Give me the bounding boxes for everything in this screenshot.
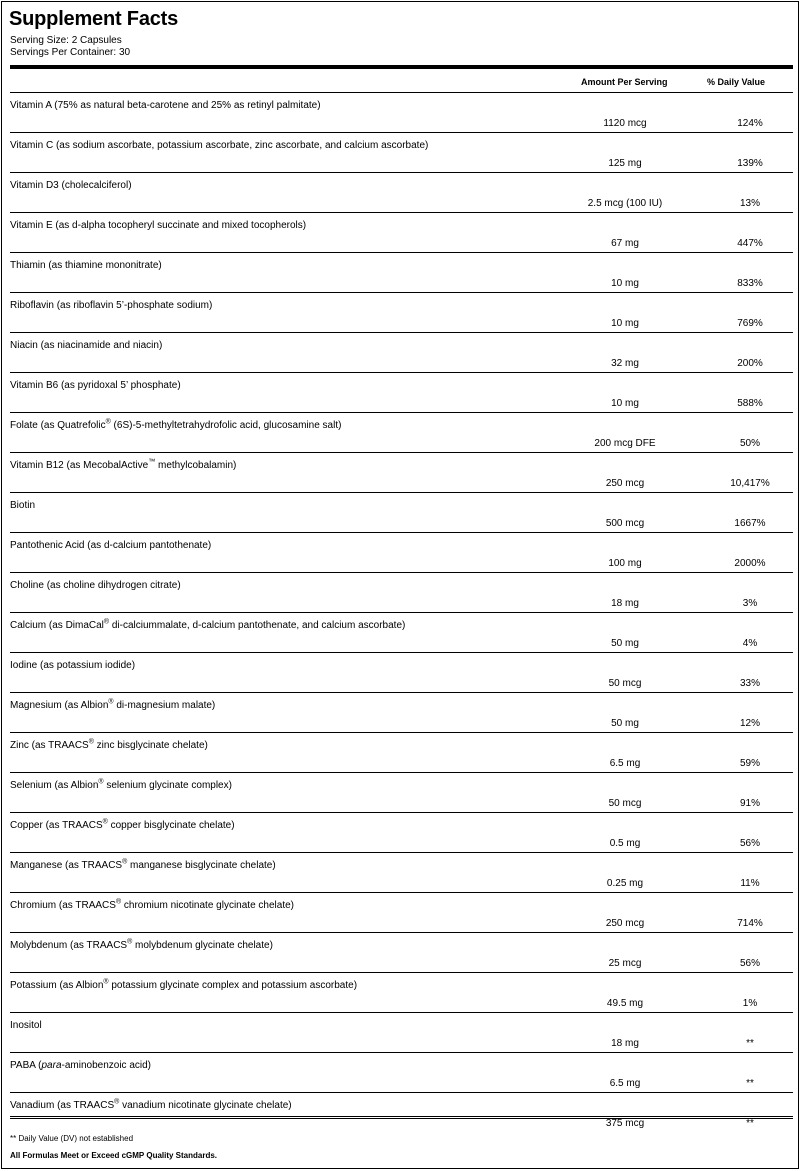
nutrient-name [10, 700, 215, 712]
nutrient-name-part: Chromium (as TRAACS [10, 900, 116, 911]
dv-header: % Daily Value [707, 77, 766, 87]
trademark-mark: ® [88, 738, 94, 746]
nutrient-name [10, 940, 273, 952]
amount-per-serving: 25 mcg [608, 958, 642, 969]
table-row [10, 732, 793, 772]
table-row [10, 532, 793, 572]
nutrient-name [10, 1100, 292, 1112]
table-row [10, 492, 793, 532]
nutrient-name [10, 1060, 151, 1072]
table-row [10, 972, 793, 1012]
table-row [10, 572, 793, 612]
table-row [10, 92, 793, 132]
daily-value: 2000% [734, 558, 766, 569]
nutrient-name [10, 980, 357, 992]
nutrient-name-part: molybdenum glycinate chelate) [132, 940, 273, 951]
nutrient-name [10, 460, 236, 472]
nutrient-name-part: di-magnesium malate) [113, 700, 216, 711]
amount-per-serving: 50 mg [611, 718, 639, 729]
trademark-mark: ® [103, 978, 109, 986]
amount-per-serving: 250 mcg [605, 918, 645, 929]
daily-value: 769% [737, 318, 763, 329]
daily-value: ** [746, 1038, 754, 1049]
quality-standards: All Formulas Meet or Exceed cGMP Quality Standards. [10, 1151, 218, 1160]
daily-value: 714% [737, 918, 763, 929]
table-row [10, 332, 793, 372]
table-row [10, 132, 793, 172]
nutrient-name-part: Magnesium (as Albion [10, 700, 109, 711]
trademark-mark: ® [114, 1098, 120, 1106]
daily-value: 50% [739, 438, 760, 449]
nutrient-name [10, 900, 294, 912]
trademark-mark: ™ [148, 458, 156, 466]
nutrient-name-part: Zinc (as TRAACS [10, 740, 89, 751]
table-row [10, 932, 793, 972]
amount-per-serving: 125 mg [608, 158, 642, 169]
daily-value: 56% [739, 838, 760, 849]
table-row [10, 772, 793, 812]
amount-per-serving: 250 mcg [605, 478, 645, 489]
supplement-facts-panel [1, 1, 799, 1169]
nutrient-name-part: Manganese (as TRAACS [10, 860, 123, 871]
nutrient-name [10, 620, 405, 632]
nutrient-name: Pantothenic Acid (as d-calcium pantothenate) [10, 540, 212, 551]
nutrient-name-part: copper bisglycinate chelate) [107, 820, 235, 831]
daily-value: ** [746, 1118, 754, 1129]
nutrient-name: Thiamin (as thiamine mononitrate) [10, 260, 162, 271]
amount-per-serving: 6.5 mg [609, 758, 641, 769]
nutrient-name-part: chromium nicotinate glycinate chelate) [121, 900, 294, 911]
nutrient-name-part: Copper (as TRAACS [10, 820, 103, 831]
nutrient-name-part: methylcobalamin) [155, 460, 237, 471]
trademark-mark: ® [122, 858, 128, 866]
nutrient-name-part: Vanadium (as TRAACS [10, 1100, 115, 1111]
daily-value: 4% [742, 638, 758, 649]
thick-divider [10, 65, 793, 69]
nutrient-name-part: zinc bisglycinate chelate) [93, 740, 208, 751]
daily-value: 447% [737, 238, 763, 249]
nutrient-name: Vitamin B6 (as pyridoxal 5’ phosphate) [10, 380, 181, 391]
daily-value: ** [746, 1078, 754, 1089]
amount-per-serving: 49.5 mg [606, 998, 644, 1009]
table-row [10, 892, 793, 932]
nutrient-name-part: Folate (as Quatrefolic [10, 420, 106, 431]
amount-per-serving: 10 mg [611, 398, 639, 409]
trademark-mark: ® [103, 618, 110, 626]
trademark-mark: ® [105, 418, 111, 426]
table-row [10, 292, 793, 332]
amount-per-serving: 375 mcg [605, 1118, 645, 1129]
amount-per-serving: 50 mcg [608, 678, 642, 689]
nutrient-name: Vitamin D3 (cholecalciferol) [10, 180, 132, 191]
amount-per-serving: 18 mg [611, 1038, 639, 1049]
nutrient-name: Inositol [10, 1020, 42, 1031]
nutrient-name [10, 740, 208, 752]
nutrient-name-part: -aminobenzoic acid) [61, 1060, 152, 1071]
nutrient-name: Vitamin C (as sodium ascorbate, potassium ascorbate, zinc ascorbate, and calcium ascorbate) [10, 140, 429, 151]
trademark-mark: ® [115, 898, 122, 906]
table-row [10, 1012, 793, 1052]
table-row [10, 612, 793, 652]
footnote: ** Daily Value (DV) not established [10, 1134, 134, 1143]
nutrient-name: Iodine (as potassium iodide) [10, 660, 136, 671]
nutrient-name [10, 420, 341, 432]
amount-per-serving: 2.5 mcg (100 IU) [587, 198, 663, 209]
nutrient-name-part: Potassium (as Albion [10, 980, 104, 991]
table-row [10, 1092, 793, 1132]
nutrient-name: Vitamin E (as d-alpha tocopheryl succinate and mixed tocopherols) [10, 220, 307, 231]
daily-value: 1% [742, 998, 758, 1009]
daily-value: 59% [739, 758, 760, 769]
table-row [10, 252, 793, 292]
daily-value: 1667% [734, 518, 766, 529]
nutrient-name-part: di-calciummalate, d-calcium pantothenate, and calcium ascorbate) [109, 620, 406, 631]
amount-per-serving: 10 mg [611, 318, 639, 329]
amount-per-serving: 6.5 mg [609, 1078, 641, 1089]
nutrient-name: Biotin [10, 500, 36, 511]
daily-value: 3% [742, 598, 758, 609]
nutrient-name: Riboflavin (as riboflavin 5’-phosphate sodium) [10, 300, 213, 311]
daily-value: 588% [737, 398, 763, 409]
nutrient-name [10, 820, 235, 832]
table-row [10, 1052, 793, 1092]
daily-value: 10,417% [730, 478, 770, 489]
amount-per-serving: 1120 mcg [603, 118, 647, 129]
trademark-mark: ® [102, 818, 108, 826]
bottom-divider [10, 1116, 793, 1119]
nutrient-name [10, 780, 232, 792]
table-row [10, 812, 793, 852]
amount-per-serving: 200 mcg DFE [594, 438, 656, 449]
nutrient-name-part: selenium glycinate complex) [103, 780, 232, 791]
daily-value: 12% [739, 718, 760, 729]
servings-per-container: Servings Per Container: 30 [10, 47, 131, 58]
trademark-mark: ® [127, 938, 133, 946]
daily-value: 139% [737, 158, 763, 169]
nutrient-name-part: Molybdenum (as TRAACS [10, 940, 128, 951]
nutrient-name: Choline (as choline dihydrogen citrate) [10, 580, 181, 591]
amount-per-serving: 10 mg [611, 278, 639, 289]
trademark-mark: ® [108, 698, 114, 706]
panel-title: Supplement Facts [9, 8, 179, 30]
daily-value: 200% [737, 358, 763, 369]
amount-header: Amount Per Serving [581, 77, 668, 87]
nutrient-name-part: Vitamin B12 (as MecobalActive [10, 460, 149, 471]
amount-per-serving: 50 mg [611, 638, 639, 649]
amount-per-serving: 32 mg [611, 358, 639, 369]
table-row [10, 692, 793, 732]
amount-per-serving: 100 mg [608, 558, 642, 569]
nutrient-name-part: Selenium (as Albion [10, 780, 99, 791]
table-row [10, 172, 793, 212]
nutrient-name-part: manganese bisglycinate chelate) [127, 860, 276, 871]
nutrient-name-italic: para [41, 1060, 62, 1071]
amount-per-serving: 0.5 mg [609, 838, 641, 849]
daily-value: 91% [739, 798, 760, 809]
table-row [10, 452, 793, 492]
nutrient-name: Niacin (as niacinamide and niacin) [10, 340, 163, 351]
daily-value: 56% [739, 958, 760, 969]
daily-value: 11% [740, 878, 760, 889]
table-row [10, 652, 793, 692]
daily-value: 13% [739, 198, 760, 209]
table-row [10, 372, 793, 412]
nutrient-name-part: (6S)-5-methyltetrahydrofolic acid, glucosamine salt) [110, 420, 342, 431]
daily-value: 833% [737, 278, 763, 289]
daily-value: 33% [739, 678, 760, 689]
amount-per-serving: 18 mg [611, 598, 639, 609]
trademark-mark: ® [98, 778, 104, 786]
daily-value: 124% [737, 118, 763, 129]
table-row [10, 852, 793, 892]
nutrient-name-part: potassium glycinate complex and potassium ascorbate) [108, 980, 358, 991]
nutrient-name: Vitamin A (75% as natural beta-carotene and 25% as retinyl palmitate) [10, 100, 321, 111]
table-row [10, 212, 793, 252]
serving-size: Serving Size: 2 Capsules [10, 35, 122, 46]
amount-per-serving: 50 mcg [608, 798, 642, 809]
amount-per-serving: 0.25 mg [606, 878, 644, 889]
nutrient-name-part: Calcium (as DimaCal [10, 620, 104, 631]
amount-per-serving: 67 mg [611, 238, 639, 249]
amount-per-serving: 500 mcg [605, 518, 645, 529]
nutrient-name-part: PABA ( [10, 1060, 42, 1071]
nutrient-name [10, 860, 276, 872]
nutrient-name-part: vanadium nicotinate glycinate chelate) [119, 1100, 292, 1111]
table-row [10, 412, 793, 452]
